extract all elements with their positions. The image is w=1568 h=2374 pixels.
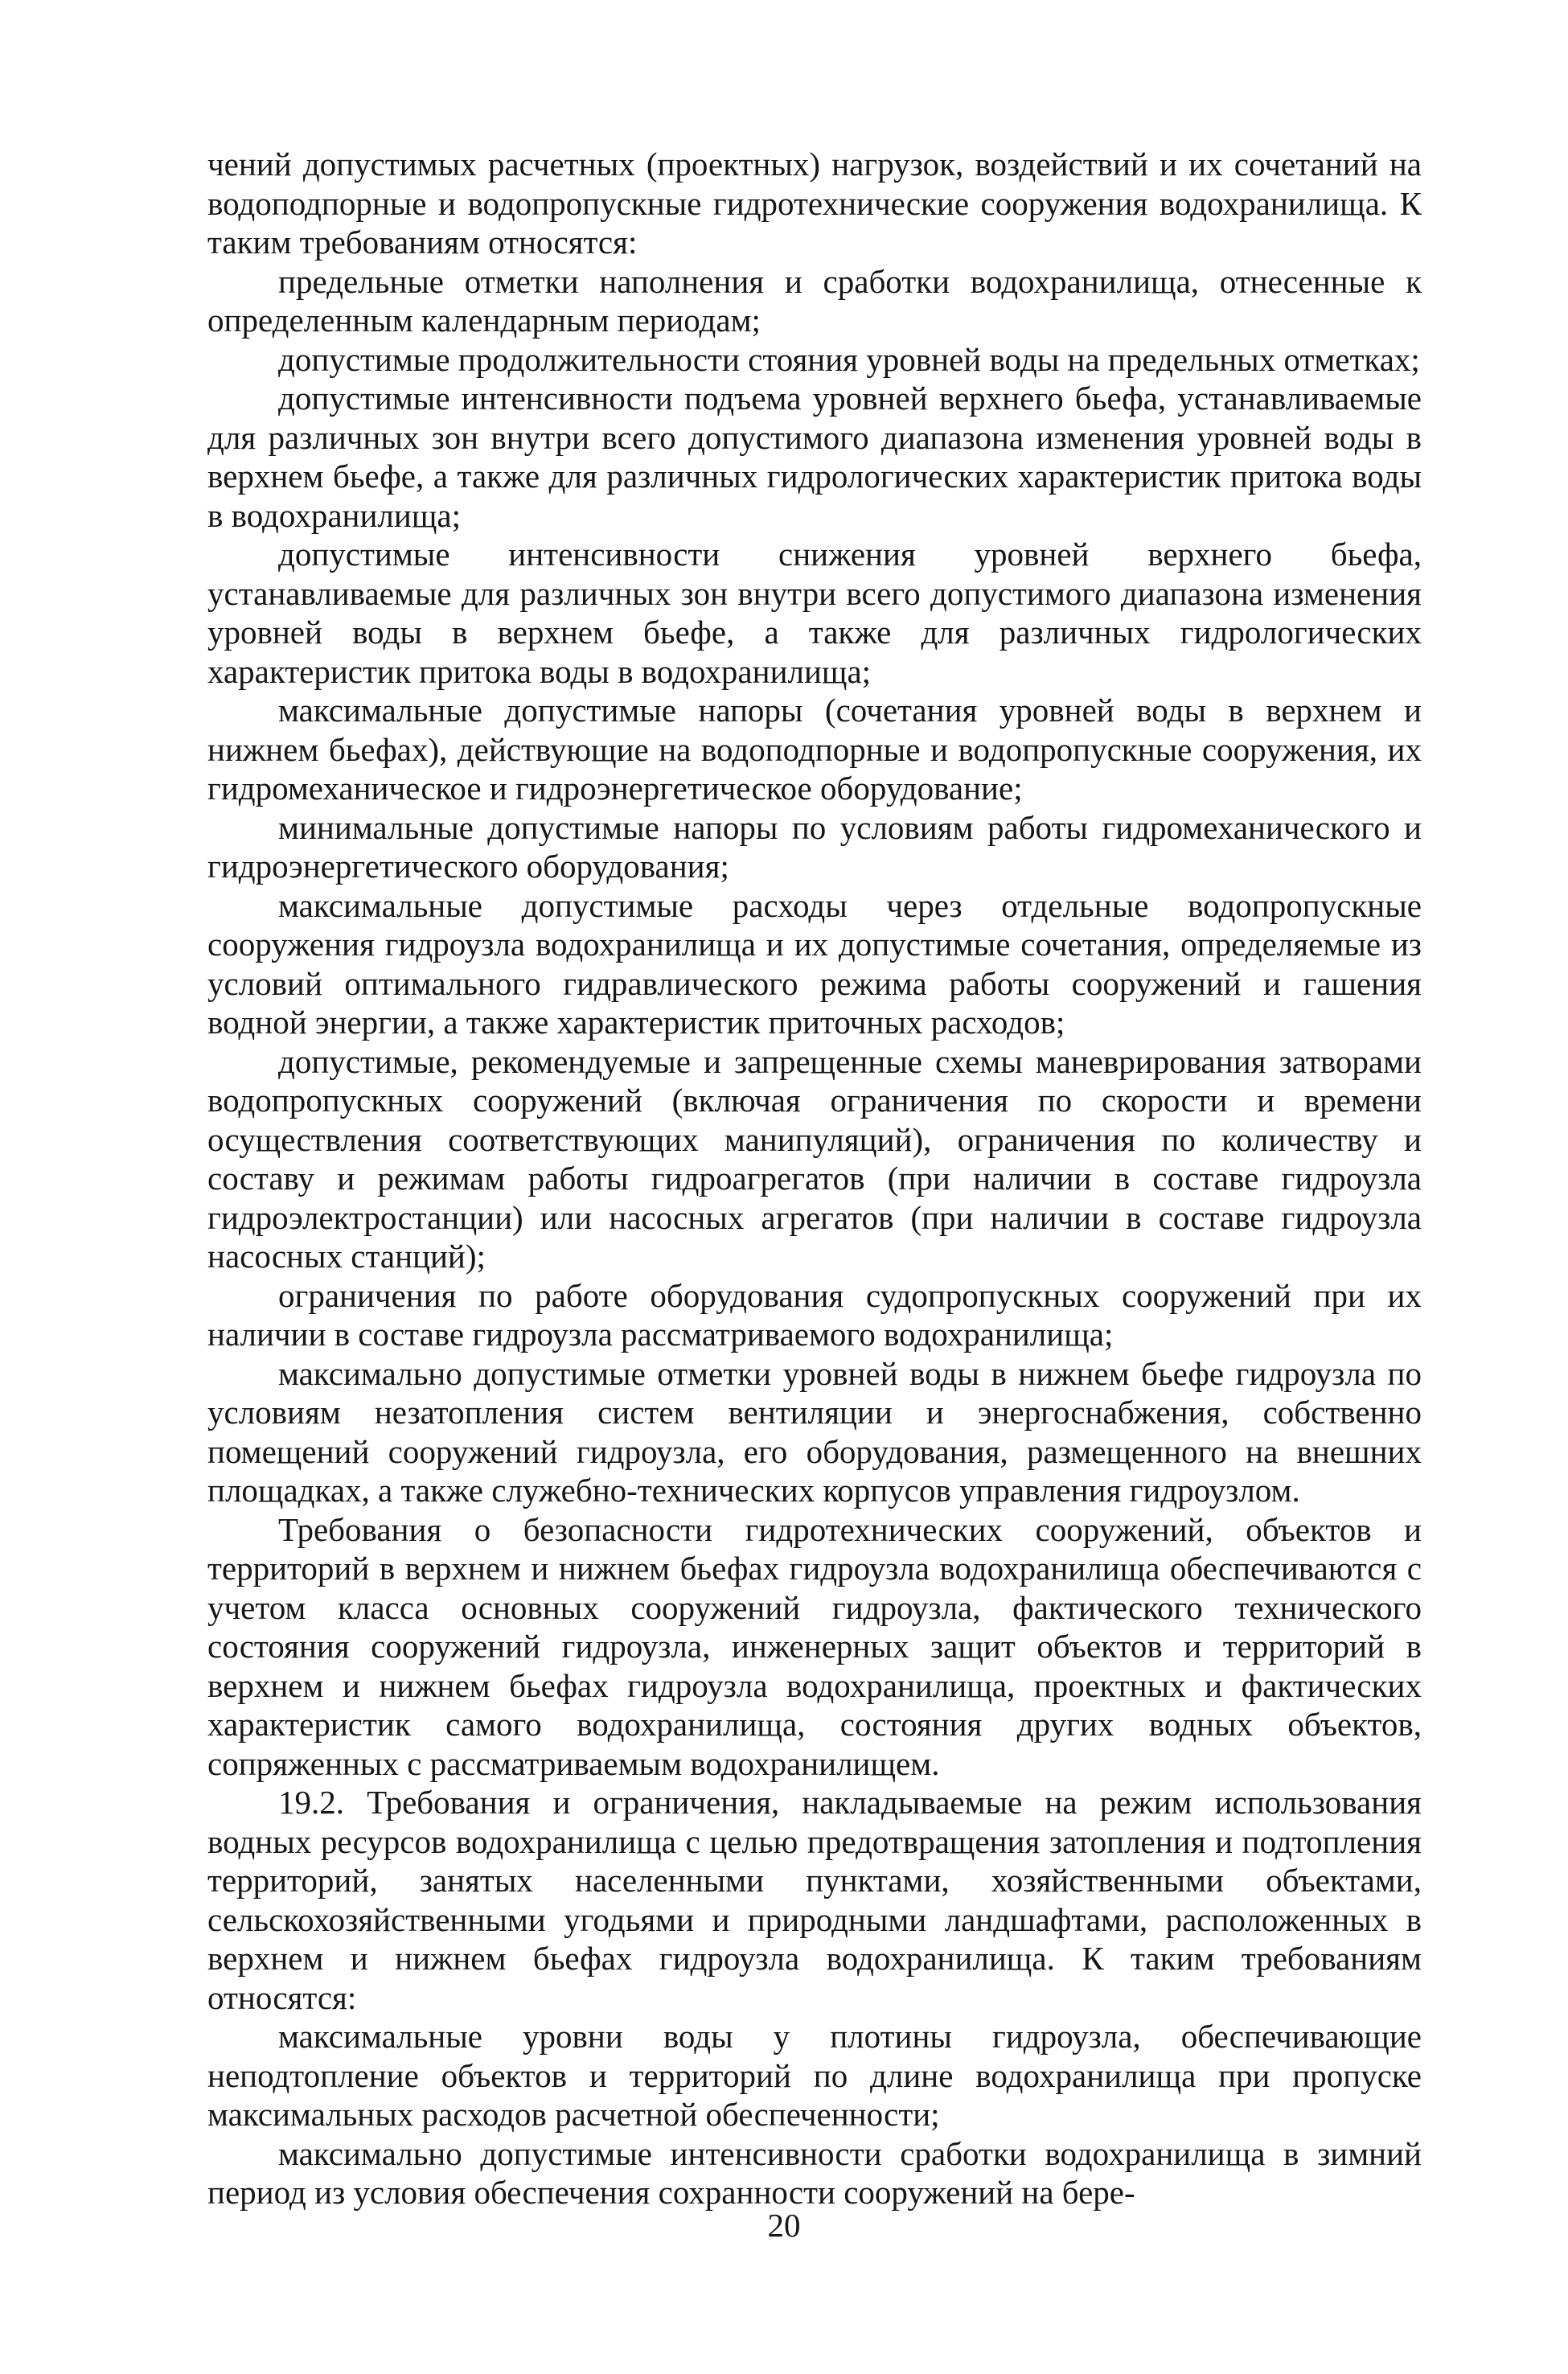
paragraph-continuation: чений допустимых расчетных (проектных) нагрузок, воздействий и их сочетаний на водоподпорные и водопропускные гидротехнические сооружения водохранилища. К таким требованиям относятся: — [207, 146, 1422, 261]
paragraph-drop-intensity: допустимые интенсивности снижения уровней верхнего бьефа, устанавливаемые для различных зон внутри всего допустимого диапазона изменения уровней воды в верхнем бьефе, а также для различных гидрологических характеристик притока воды в водохранилища; — [207, 536, 1422, 690]
paragraph-filling-drawdown-marks: предельные отметки наполнения и сработки водохранилища, отнесенные к определенным календарным периодам; — [207, 262, 1422, 339]
paragraph-max-discharges: максимальные допустимые расходы через отдельные водопропускные сооружения гидроузла водохранилища и их допустимые сочетания, определяемые из условий оптимального гидравлического режима работы сооружений и гашения водной энергии, а также характеристик приточных расходов; — [207, 886, 1422, 1041]
paragraph-navigation-locks: ограничения по работе оборудования судопропускных сооружений при их наличии в составе гидроузла рассматриваемого водохранилища; — [207, 1276, 1422, 1353]
paragraph-gate-maneuvering: допустимые, рекомендуемые и запрещенные схемы маневрирования затворами водопропускных сооружений (включая ограничения по скорости и времени осуществления соответствующих манипуляций), ограничения по количеству и составу и режимам работы гидроагрегатов (при наличии в составе гидроузла гидроэлектростанции) или насосных агрегатов (при наличии в составе гидроузла насосных станций); — [207, 1042, 1422, 1275]
page-number: 20 — [767, 2207, 801, 2244]
document-body — [207, 145, 1422, 2212]
paragraph-rise-intensity: допустимые интенсивности подъема уровней верхнего бьефа, устанавливаемые для различных зон внутри всего допустимого диапазона изменения уровней воды в верхнем бьефе, а также для различных гидрологических характеристик притока воды в водохранилища; — [207, 380, 1422, 534]
paragraph-winter-drawdown: максимально допустимые интенсивности сработки водохранилища в зимний период из условия обеспечения сохранности сооружений на бере- — [207, 2134, 1422, 2211]
paragraph-tailwater-marks: максимально допустимые отметки уровней воды в нижнем бьефе гидроузла по условиям незатопления систем вентиляции и энергоснабжения, собственно помещений сооружений гидроузла, его оборудования, размещенного на внешних площадках, а также служебно-технических корпусов управления гидроузлом. — [207, 1354, 1422, 1509]
paragraph-safety-requirements: Требования о безопасности гидротехнических сооружений, объектов и территорий в верхнем и нижнем бьефах гидроузла водохранилища обеспечиваются с учетом класса основных сооружений гидроузла, фактического технического состояния сооружений гидроузла, инженерных защит объектов и территорий в верхнем и нижнем бьефах гидроузла водохранилища, проектных и фактических характеристик самого водохранилища, состояния других водных объектов, сопряженных с рассматриваемым водохранилищем. — [207, 1510, 1422, 1782]
paragraph-min-heads: минимальные допустимые напоры по условиям работы гидромеханического и гидроэнергетического оборудования; — [207, 808, 1422, 885]
paragraph-max-levels: максимальные уровни воды у плотины гидроузла, обеспечивающие неподтопление объектов и территорий по длине водохранилища при пропуске максимальных расходов расчетной обеспеченности; — [207, 2018, 1422, 2133]
paragraph-section-19-2: 19.2. Требования и ограничения, накладываемые на режим использования водных ресурсов водохранилища с целью предотвращения затопления и подтопления территорий, занятых населенными пунктами, хозяйственными объектами, сельскохозяйственными угодьями и природными ландшафтами, расположенных в верхнем и нижнем бьефах гидроузла водохранилища. К таким требованиям относятся: — [207, 1784, 1422, 2016]
paragraph-standing-duration: допустимые продолжительности стояния уровней воды на предельных отметках; — [278, 340, 1420, 378]
paragraph-max-heads: максимальные допустимые напоры (сочетания уровней воды в верхнем и нижнем бьефах), действующие на водоподпорные и водопропускные сооружения, их гидромеханическое и гидроэнергетическое оборудование; — [207, 692, 1422, 807]
